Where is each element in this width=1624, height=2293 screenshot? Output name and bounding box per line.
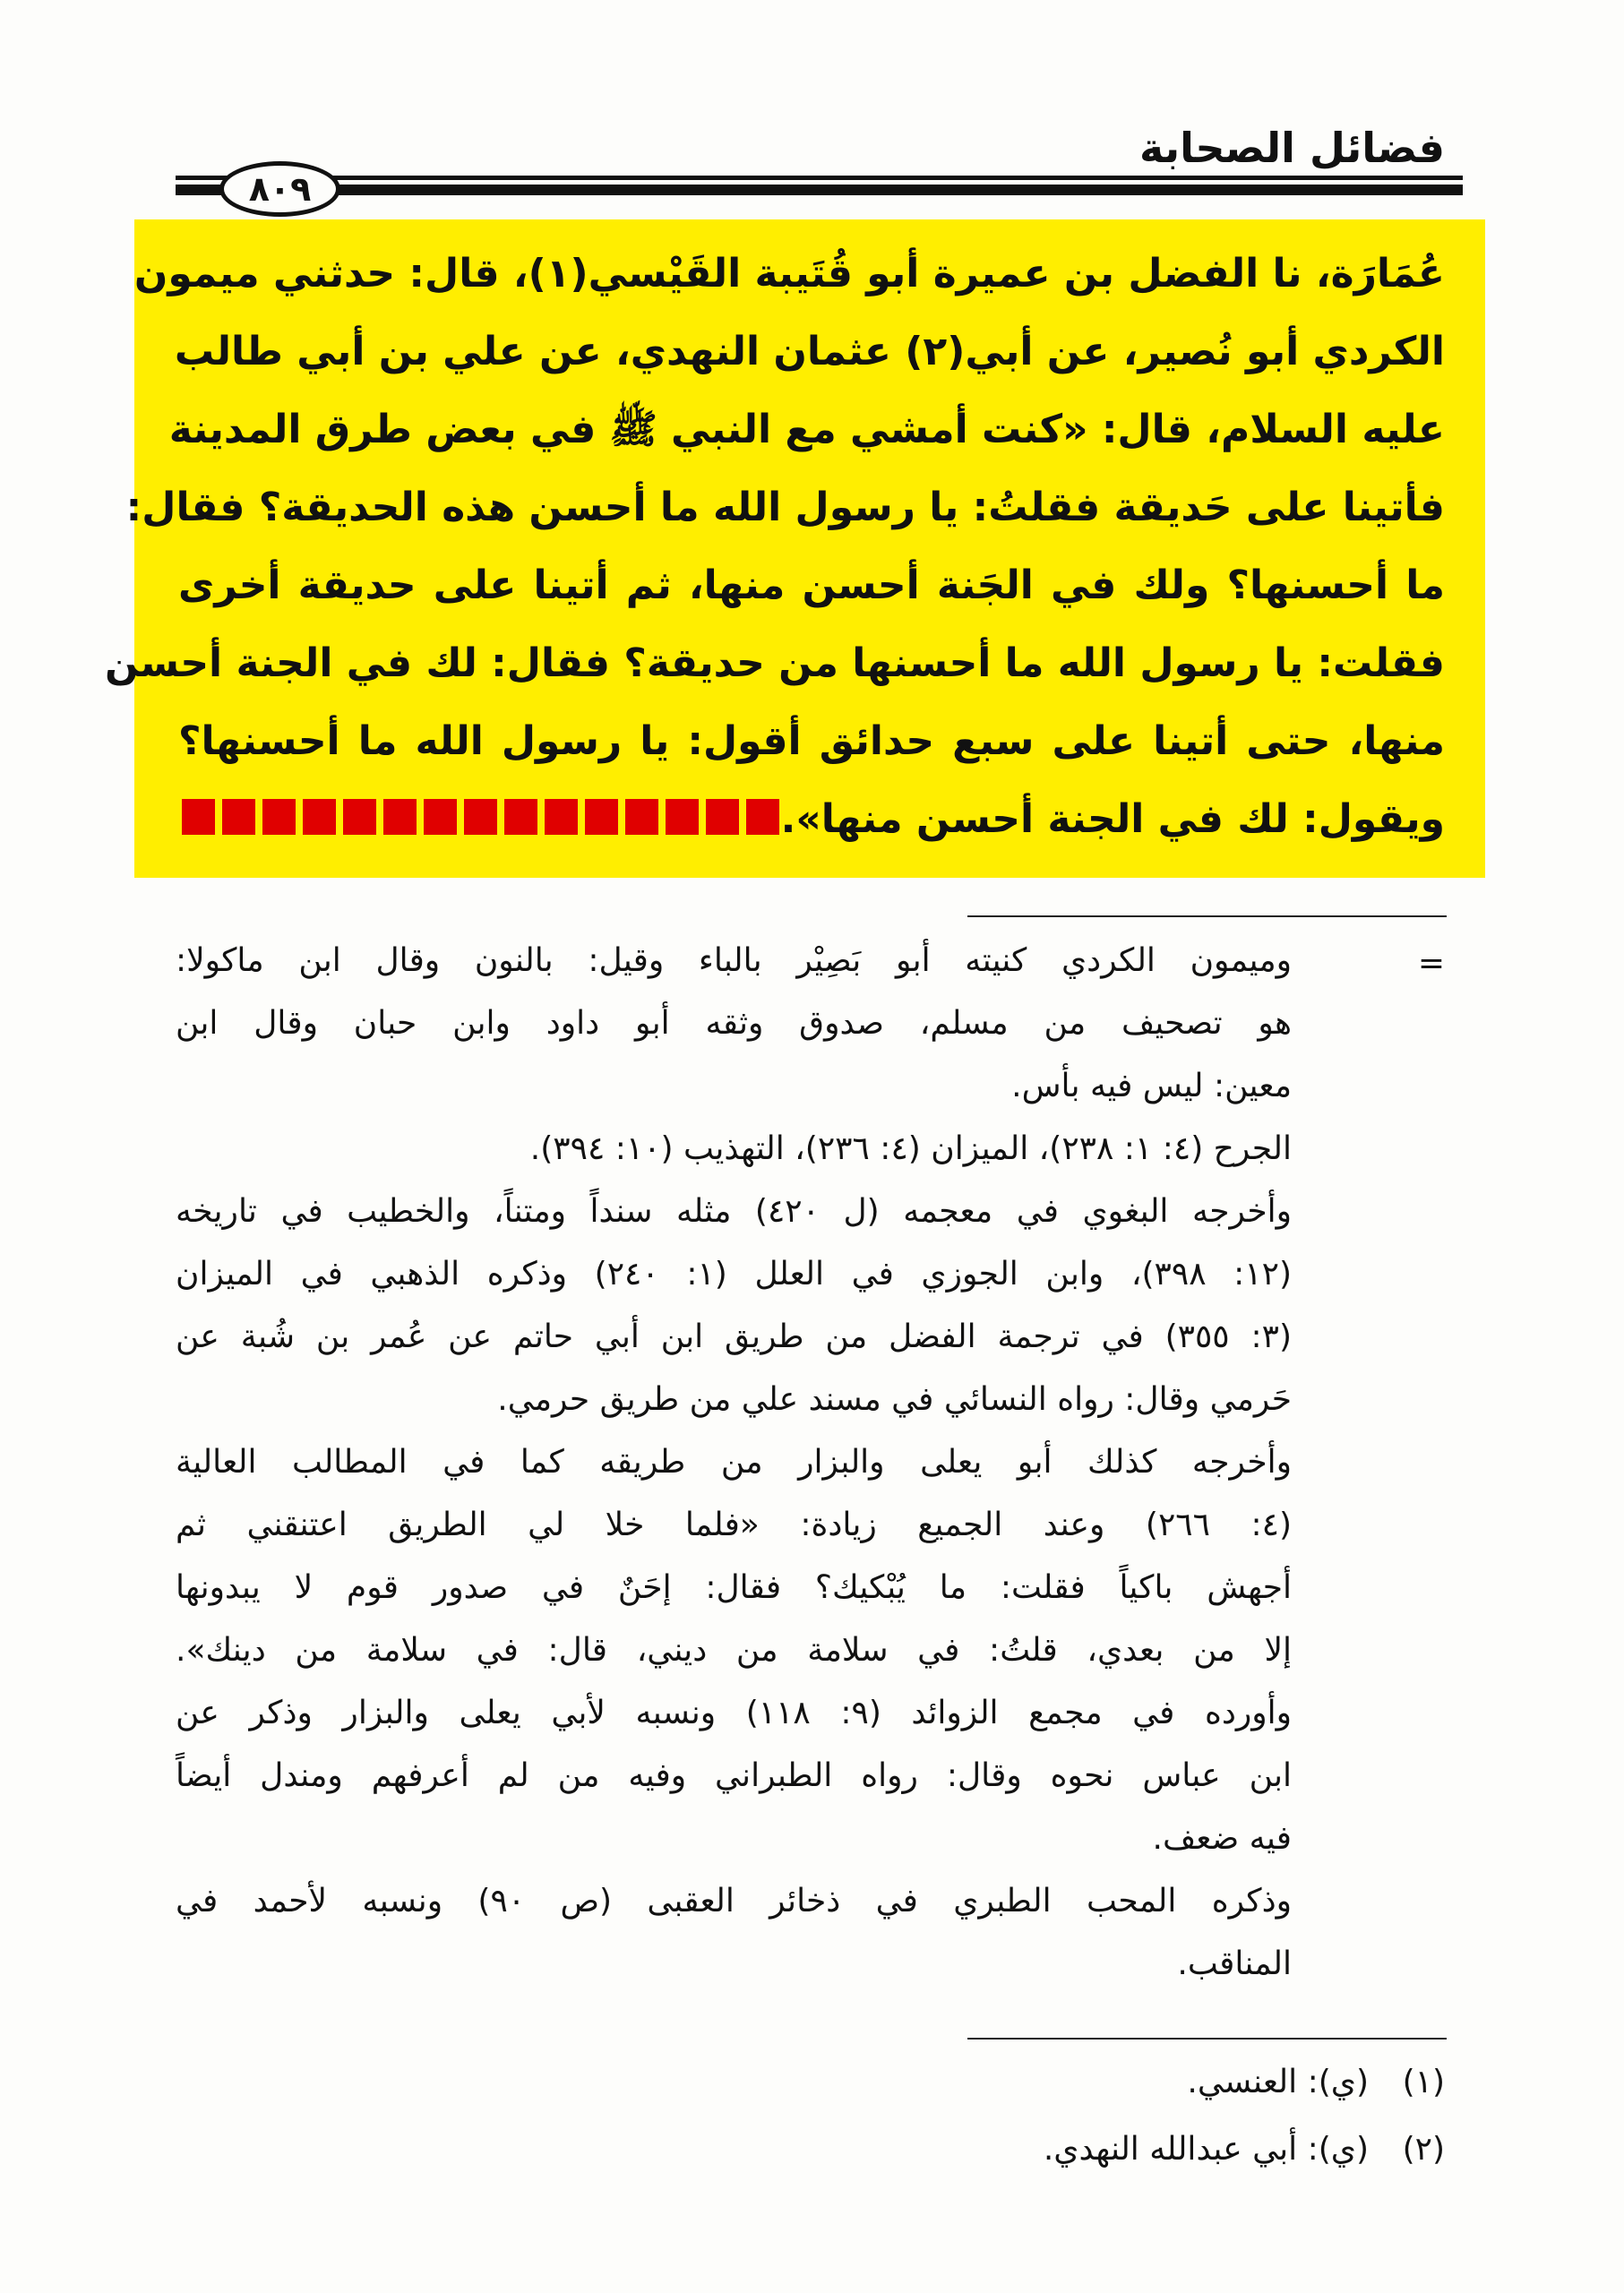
redaction-block [383, 799, 417, 835]
note-line: حَرمي وقال: رواه النسائي في مسند علي من طريق حرمي. [497, 1381, 1292, 1418]
passage-line: عُمَارَة، نا الفضل بن عميرة أبو قُتَيبة القَيْسي(١)، قال: حدثني ميمون [133, 251, 1445, 296]
passage-line: منها، حتى أتينا على سبع حدائق أقول: يا رسول الله ما أحسنها؟ [178, 718, 1445, 764]
redacted-bar [182, 799, 779, 835]
note-line: وأخرجه كذلك أبو يعلى والبزار من طريقه كما في المطالب العالية [176, 1444, 1292, 1481]
note-line: ابن عباس نحوه وقال: رواه الطبراني وفيه من لم أعرفهم ومندل أيضاً [176, 1757, 1292, 1794]
running-title: فضائل الصحابة [1139, 124, 1445, 172]
note-line: هو تصحيف من مسلم، صدوق وثقه أبو داود وابن حبان وقال ابن [176, 1005, 1292, 1042]
passage-line: ويقول: لك في الجنة أحسن منها». [780, 796, 1445, 842]
passage-line: عليه السلام، قال: «كنت أمشي مع النبي ﷺ في بعض طرق المدينة [168, 407, 1445, 452]
footnote-number: (٢) [1402, 2131, 1445, 2168]
redaction-block [746, 799, 779, 835]
note-line: وأخرجه البغوي في معجمه (ل ٤٢٠) مثله سنداً ومتناً، والخطيب في تاريخه [176, 1193, 1293, 1230]
redaction-block [666, 799, 699, 835]
note-line: أجهش باكياً فقلت: ما يُبْكيك؟ فقال: إحَنٌ في صدور قوم لا يبدونها [176, 1569, 1292, 1606]
footnote [1187, 2051, 1445, 2114]
redaction-block [222, 799, 255, 835]
footnote [1044, 2118, 1445, 2181]
page-number: ٨٠٩ [219, 161, 340, 217]
footnote-separator [967, 915, 1447, 917]
redaction-block [706, 799, 739, 835]
redaction-block [464, 799, 497, 835]
passage-line: الكردي أبو نُصير، عن أبي(٢) عثمان النهدي، عن علي بن أبي طالب [174, 329, 1445, 374]
passage-line: فقلت: يا رسول الله ما أحسنها من حديقة؟ فقال: لك في الجنة أحسن [104, 640, 1445, 686]
note-line: وذكره المحب الطبري في ذخائر العقبى (ص ٩٠) ونسبه لأحمد في [176, 1883, 1292, 1919]
note-line: معين: ليس فيه بأس. [1011, 1068, 1292, 1104]
redaction-block [424, 799, 457, 835]
note-line: (١٢: ٣٩٨)، وابن الجوزي في العلل (١: ٢٤٠) وذكره الذهبي في الميزان [176, 1256, 1292, 1292]
note-line: المناقب. [1177, 1945, 1292, 1982]
passage-line: ما أحسنها؟ ولك في الجَنة أحسن منها، ثم أتينا على حديقة أخرى [178, 563, 1445, 608]
footnote-text: (ي): العنسي. [1187, 2064, 1369, 2100]
continuation-mark: = [1417, 945, 1445, 982]
footnote-separator-2 [967, 2038, 1447, 2040]
redaction-block [545, 799, 578, 835]
footnote-text: (ي): أبي عبدالله النهدي. [1043, 2131, 1369, 2168]
redaction-block [343, 799, 376, 835]
redaction-block [625, 799, 658, 835]
note-line: الجرح (٤: ١: ٢٣٨)، الميزان (٤: ٢٣٦)، التهذيب (١٠: ٣٩٤). [529, 1130, 1292, 1167]
header-rule [176, 176, 1463, 180]
redaction-block [303, 799, 336, 835]
footnote-number: (١) [1402, 2064, 1445, 2100]
note-line: (٤: ٢٦٦) وعند الجميع زيادة: «فلما خلا لي الطريق اعتنقني ثم [176, 1507, 1292, 1543]
header-rule-thick [176, 185, 1463, 195]
note-line: وميمون الكردي كنيته أبو بَصِيْر بالباء وقيل: بالنون وقال ابن ماكولا: [176, 942, 1292, 979]
redaction-block [182, 799, 215, 835]
note-line: إلا من بعدي، قلتُ: في سلامة من ديني، قال: في سلامة من دينك». [176, 1632, 1292, 1669]
redaction-block [585, 799, 618, 835]
note-line: (٣: ٣٥٥) في ترجمة الفضل من طريق ابن أبي حاتم عن عُمر بن شُبة عن [176, 1318, 1292, 1355]
note-line: وأورده في مجمع الزوائد (٩: ١١٨) ونسبه لأبي يعلى والبزار وذكر عن [176, 1695, 1293, 1731]
note-line: فيه ضعف. [1152, 1820, 1292, 1857]
redaction-block [504, 799, 537, 835]
passage-line: فأتينا على حَديقة فقلتُ: يا رسول الله ما أحسن هذه الحديقة؟ فقال: [125, 485, 1445, 530]
redaction-block [262, 799, 296, 835]
